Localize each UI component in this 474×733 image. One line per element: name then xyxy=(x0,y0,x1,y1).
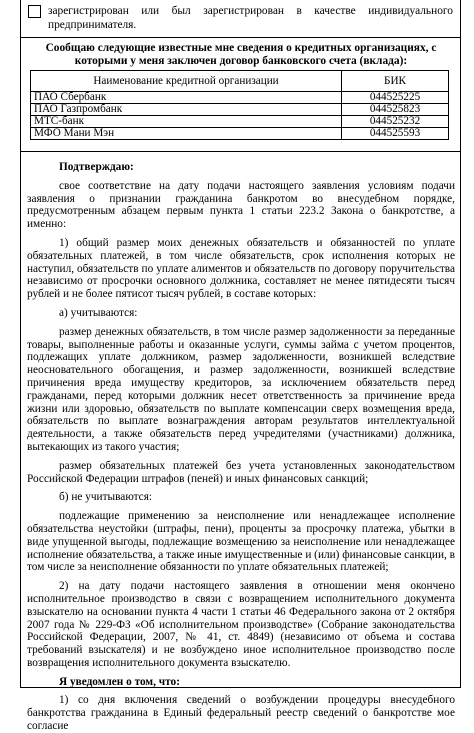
bank-name-cell[interactable]: ПАО Газпромбанк xyxy=(31,104,342,116)
included-text: размер денежных обязательств, в том числе размер задолженности за переданные товары, выполненные работы и оказанные услуги, суммы займа с учетом процентов, подлежащих уплате должником, размер задолженности, возникшей вследствие неосновательного обогащения, и размер задолженности, возникшей вследствие причинения вреда имуществу кредиторов, за исключением обязательств перед гражданами, перед которыми должник несет ответственность за причинение вреда жизни или здоровью, обязательств по выплате компенсации сверх возмещения вреда, обязательств по выплате вознаграждения авторам результатов интеллектуальной деятельности, а также обязательств перед учредителями (участниками) должника, вытекающих из такого участия; xyxy=(27,325,455,453)
bank-name-cell[interactable]: МТС-банк xyxy=(31,116,342,128)
banks-table xyxy=(30,70,449,140)
bik-cell[interactable]: 044525232 xyxy=(342,116,449,128)
banks-heading: Сообщаю следующие известные мне сведения о кредитных организациях, с которыми у меня заключен договор банковского счета (вклада): xyxy=(45,42,437,67)
banks-table-header xyxy=(31,71,449,92)
form-frame xyxy=(20,0,461,733)
bik-cell[interactable]: 044525593 xyxy=(342,128,449,140)
notice-point-1: 1) со дня включения сведений о возбуждении процедуры внесудебного банкротства гражданина в Единый федеральный реестр сведений о банкротстве мое согласие xyxy=(27,694,455,733)
entrepreneur-checkbox[interactable] xyxy=(28,5,41,18)
table-row xyxy=(31,128,449,140)
bik-cell[interactable]: 044525225 xyxy=(342,92,449,104)
entrepreneur-text-line1: зарегистрирован или был зарегистрирован в качестве индивидуального xyxy=(48,5,453,17)
included-text-2: размер обязательных платежей без учета установленных законодательством Российской Федерации штрафов (пеней) и иных финансовых санкций; xyxy=(27,459,455,485)
entrepreneur-text-line2: предпринимателя. xyxy=(48,19,137,31)
bik-column-header: БИК xyxy=(342,71,449,92)
bank-name-cell[interactable]: МФО Мани Мэн xyxy=(31,128,342,140)
confirm-point-1: 1) общий размер моих денежных обязательств и обязанностей по уплате обязательных платежей, в том числе обязательств, срок исполнения которых не наступил, обязательств по уплате алиментов и обязательств по договору поручительства независимо от просрочки основного должника, составляет не менее пятидесяти тысяч рублей и не более пятисот тысяч рублей, в составе которых: xyxy=(27,236,455,301)
table-row xyxy=(31,116,449,128)
table-row xyxy=(31,104,449,116)
table-row xyxy=(31,92,449,104)
bank-name-cell[interactable]: ПАО Сбербанк xyxy=(31,92,342,104)
banks-section xyxy=(21,37,460,152)
confirm-heading: Подтверждаю: xyxy=(59,161,134,173)
bank-name-column-header: Наименование кредитной организации xyxy=(31,71,342,92)
notice-heading: Я уведомлен о том, что: xyxy=(59,675,180,688)
confirm-intro: свое соответствие на дату подачи настоящего заявления условиям подачи заявления о признании гражданина банкротом во внесудебном порядке, предусмотренным абзацем первым пункта 1 статьи 223.2 Закона о банкротстве, а именно: xyxy=(27,179,455,231)
excluded-label: б) не учитываются: xyxy=(59,491,153,504)
confirm-point-2: 2) на дату подачи настоящего заявления в отношении меня окончено исполнительное производство в связи с возвращением исполнительного документа взыскателю на основании пункта 4 части 1 статьи 46 Федерального закона от 2 октября 2007 года № 229-ФЗ «Об исполнительном производстве» (Собрание законодательства Российской Федерации, 2007, № 41, ст. 4849) (независимо от объема и состава требований взыскателя) и не возбуждено иное исполнительное производство после возвращения исполнительного документа взыскателю. xyxy=(27,580,455,669)
entrepreneur-section xyxy=(21,0,460,38)
confirm-section xyxy=(27,161,455,733)
included-label: а) учитываются: xyxy=(59,306,138,319)
excluded-text: подлежащие применению за неисполнение или ненадлежащее исполнение обязательства неустойки (штрафы, пени), проценты за просрочку платежа, убытки в виде упущенной выгоды, подлежащие возмещению за неисполнение или ненадлежащее исполнение обязательства, а также иные имущественные и (или) финансовые санкции, в том числе за неисполнение обязанности по уплате обязательных платежей; xyxy=(27,510,455,574)
bik-cell[interactable]: 044525823 xyxy=(342,104,449,116)
